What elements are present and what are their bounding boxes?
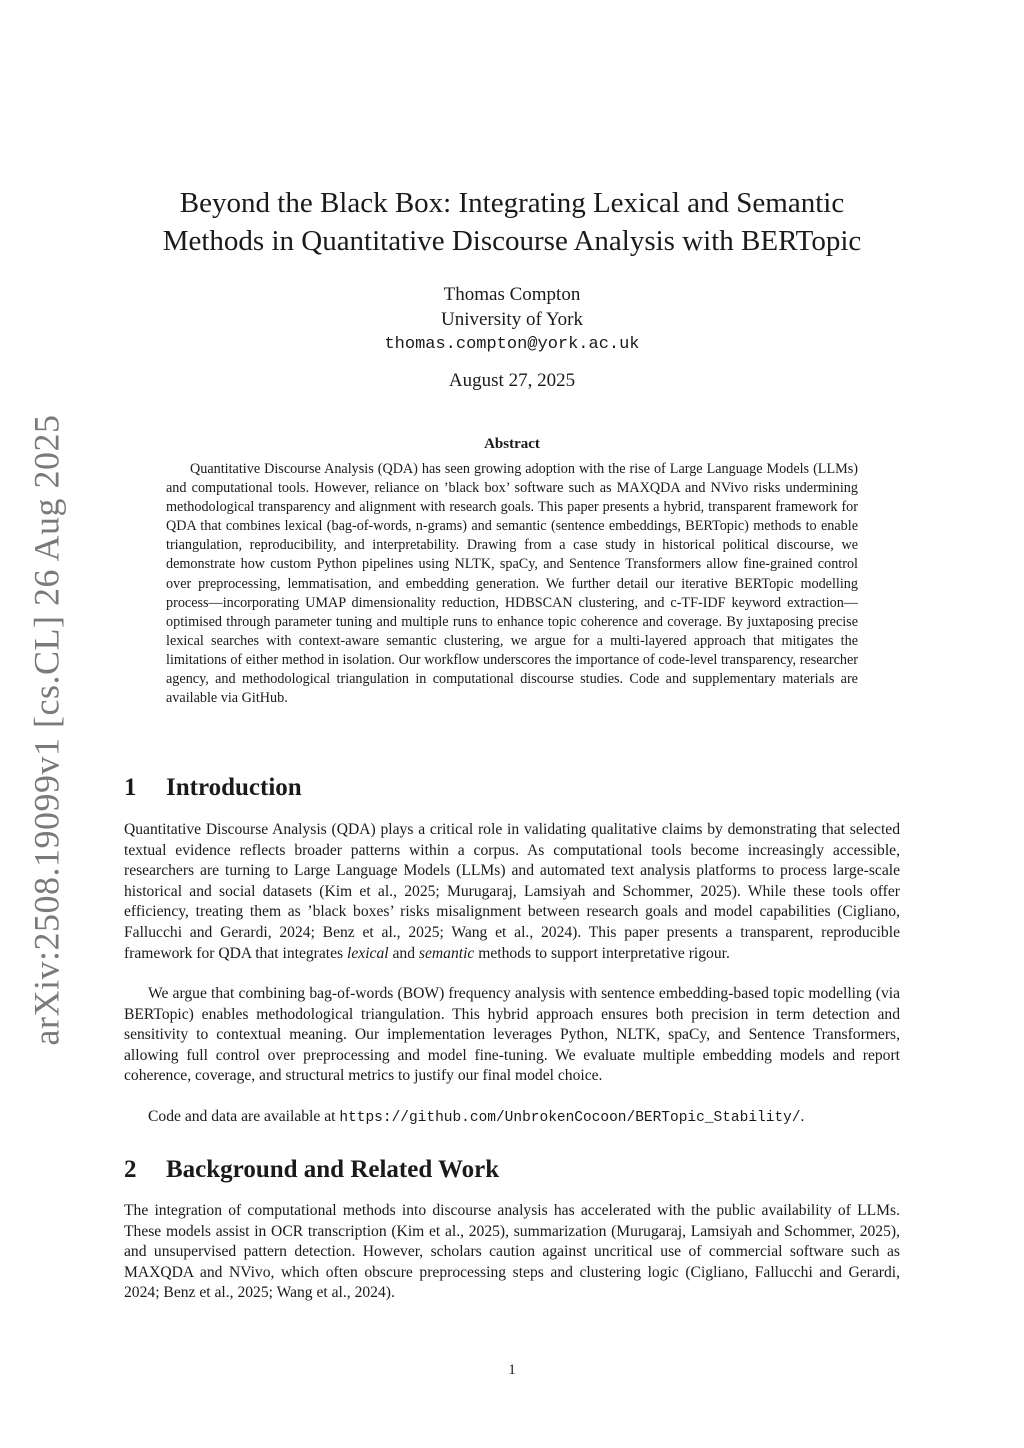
abstract-body: Quantitative Discourse Analysis (QDA) has seen growing adoption with the rise of Large Language Models (LLMs) and computational tools. However, reliance on ’black box’ software such as MAXQDA and NVivo risks undermining methodological transparency and alignment with research goals. This paper presents a hybrid, transparent framework for QDA that combines lexical (bag-of-words, n-grams) and semantic (sentence embeddings, BERTopic) methods to enable triangulation, reproducibility, and interpretability. Drawing from a case study in historical political discourse, we demonstrate how custom Python pipelines using NLTK, spaCy, and Sentence Transformers allow fine-grained control over preprocessing, lemmatisation, and embedding generation. We further detail our iterative BERTopic modelling process—incorporating UMAP dimensionality reduction, HDBSCAN clustering, and c-TF-IDF keyword extraction—optimised through parameter tuning and multiple runs to enhance topic coherence and coverage. By juxtaposing precise lexical searches with context-aware semantic clustering, we argue for a multi-layered approach that mitigates the limitations of either method in isolation. Our workflow underscores the importance of code-level transparency, researcher agency, and methodological triangulation in computational discourse studies. Code and supplementary materials are available via GitHub. xyxy=(166,461,858,707)
section-title-text: Background and Related Work xyxy=(166,1156,500,1183)
paper-title-line-1: Beyond the Black Box: Integrating Lexical and Semantic xyxy=(179,187,845,219)
abstract-heading: Abstract xyxy=(484,436,540,452)
introduction-paragraph-1 xyxy=(124,820,900,964)
paper-date: August 27, 2025 xyxy=(448,370,576,391)
paper-title-line-2: Methods in Quantitative Discourse Analysis with BERTopic xyxy=(162,225,862,257)
paragraph-text: Code and data are available at xyxy=(148,1108,340,1125)
section-heading-introduction xyxy=(124,774,302,802)
introduction-paragraph-3 xyxy=(124,1107,900,1129)
paragraph-text: methods to support interpretative rigour. xyxy=(474,944,730,962)
arxiv-identifier-stamp xyxy=(18,414,74,1046)
paragraph-text: and xyxy=(388,944,419,962)
background-paragraph-1: The integration of computational methods into discourse analysis has accelerated with the public availability of LLMs. These models assist in OCR transcription (Kim et al., 2025), summarization (Murugaraj, Lamsiyah and Schommer, 2025), and unsupervised pattern detection. However, scholars caution against uncritical use of commercial software such as MAXQDA and NVivo, which often obscure preprocessing steps and clustering logic (Cigliano, Fallucchi and Gerardi, 2024; Benz et al., 2025; Wang et al., 2024). xyxy=(124,1202,900,1302)
section-number: 2 xyxy=(124,1156,137,1183)
author-affiliation: University of York xyxy=(441,309,583,330)
section-heading-background xyxy=(124,1156,499,1184)
section-title-text: Introduction xyxy=(166,774,302,801)
arxiv-identifier-text: arXiv:2508.19099v1 [cs.CL] 26 Aug 2025 xyxy=(26,414,67,1046)
author-name: Thomas Compton xyxy=(443,284,581,305)
paper-title xyxy=(124,184,900,260)
page-number: 1 xyxy=(508,1362,516,1378)
github-repository-link[interactable]: https://github.com/UnbrokenCocoon/BERTopic_Stability/ xyxy=(339,1110,801,1126)
author-email[interactable]: thomas.compton@york.ac.uk xyxy=(384,335,640,354)
introduction-paragraph-2: We argue that combining bag-of-words (BOW) frequency analysis with sentence embedding-based topic modelling (via BERTopic) enables methodological triangulation. This hybrid approach ensures both precision in term detection and sensitivity to contextual meaning. Our implementation leverages Python, NLTK, spaCy, and Sentence Transformers, allowing full control over preprocessing and model fine-tuning. We evaluate multiple embedding models and report coherence, coverage, and structural metrics to justify our final model choice. xyxy=(124,985,900,1085)
paragraph-text: Quantitative Discourse Analysis (QDA) plays a critical role in validating qualitative claims by demonstrating that selected textual evidence reflects broader patterns within a corpus. As computational tools become increasingly accessible, researchers are turning to Large Language Models (LLMs) and automated text analysis platforms to process large-scale historical and social datasets (Kim et al., 2025; Murugaraj, Lamsiyah and Schommer, 2025). While these tools offer efficiency, treating them as ’black boxes’ risks misalignment between research goals and model capabilities (Cigliano, Fallucchi and Gerardi, 2024; Benz et al., 2025; Wang et al., 2024). This paper presents a transparent, reproducible framework for QDA that integrates xyxy=(124,821,900,962)
emphasis-semantic: semantic xyxy=(418,944,475,962)
paragraph-text: . xyxy=(800,1108,805,1125)
emphasis-lexical: lexical xyxy=(347,944,389,962)
section-number: 1 xyxy=(124,774,137,801)
author-block xyxy=(124,282,900,357)
